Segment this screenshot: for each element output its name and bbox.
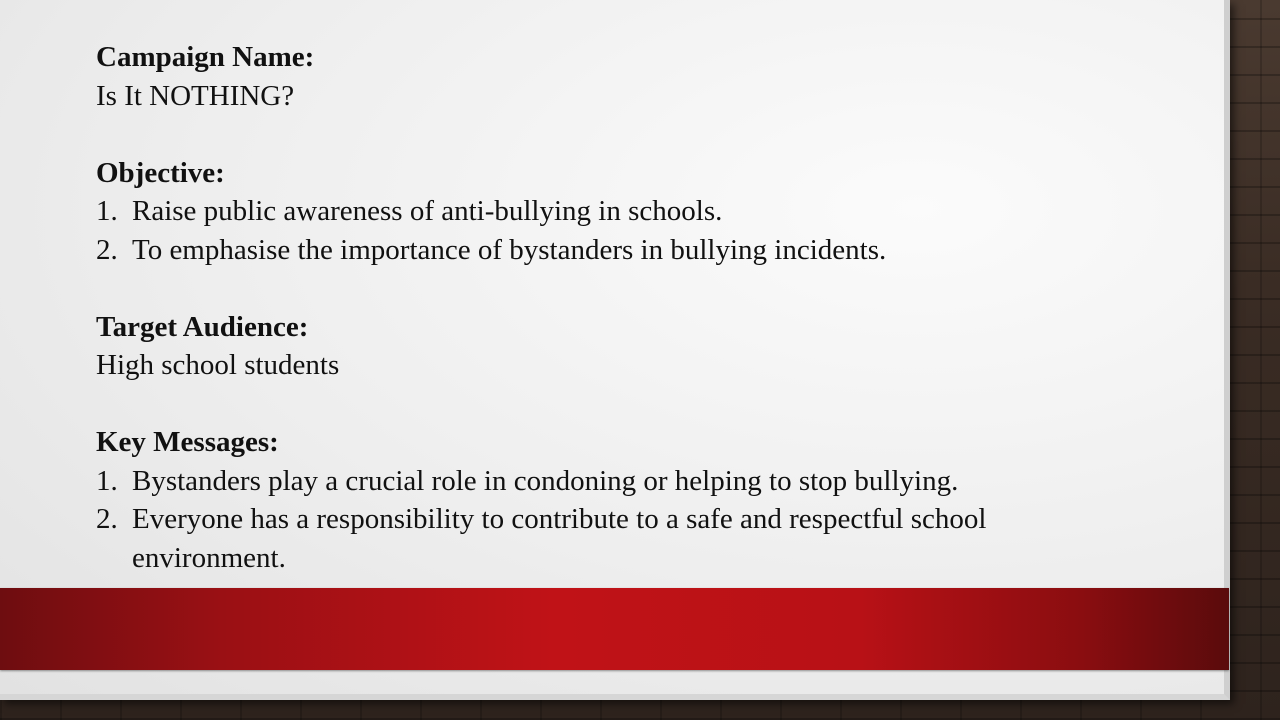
messages-list <box>96 462 1096 578</box>
accent-band <box>0 588 1229 670</box>
campaign-section <box>96 38 1096 115</box>
objective-heading: Objective: <box>96 156 225 189</box>
list-item <box>96 231 1096 270</box>
objective-list <box>96 192 1096 269</box>
list-text: To emphasise the importance of bystanders in bullying incidents. <box>132 233 887 266</box>
list-item <box>96 462 1096 501</box>
list-number: 1. <box>96 464 118 497</box>
objective-section <box>96 154 1096 270</box>
list-number: 1. <box>96 195 118 227</box>
audience-value: High school students <box>96 349 340 381</box>
slide-content <box>96 38 1096 577</box>
list-text: Raise public awareness of anti-bullying in schools. <box>132 195 723 227</box>
list-item <box>96 500 1096 577</box>
list-text: Everyone has a responsibility to contribute to a safe and respectful school environment. <box>132 503 987 574</box>
messages-heading: Key Messages: <box>96 426 279 458</box>
audience-section <box>96 308 1096 385</box>
messages-section <box>96 423 1096 577</box>
list-item <box>96 192 1096 231</box>
audience-heading: Target Audience: <box>96 310 309 343</box>
campaign-heading: Campaign Name: <box>96 41 315 73</box>
campaign-name: Is It NOTHING? <box>96 79 295 112</box>
list-text: Bystanders play a crucial role in condoning or helping to stop bullying. <box>132 464 959 497</box>
list-number: 2. <box>96 503 118 535</box>
list-number: 2. <box>96 233 118 266</box>
